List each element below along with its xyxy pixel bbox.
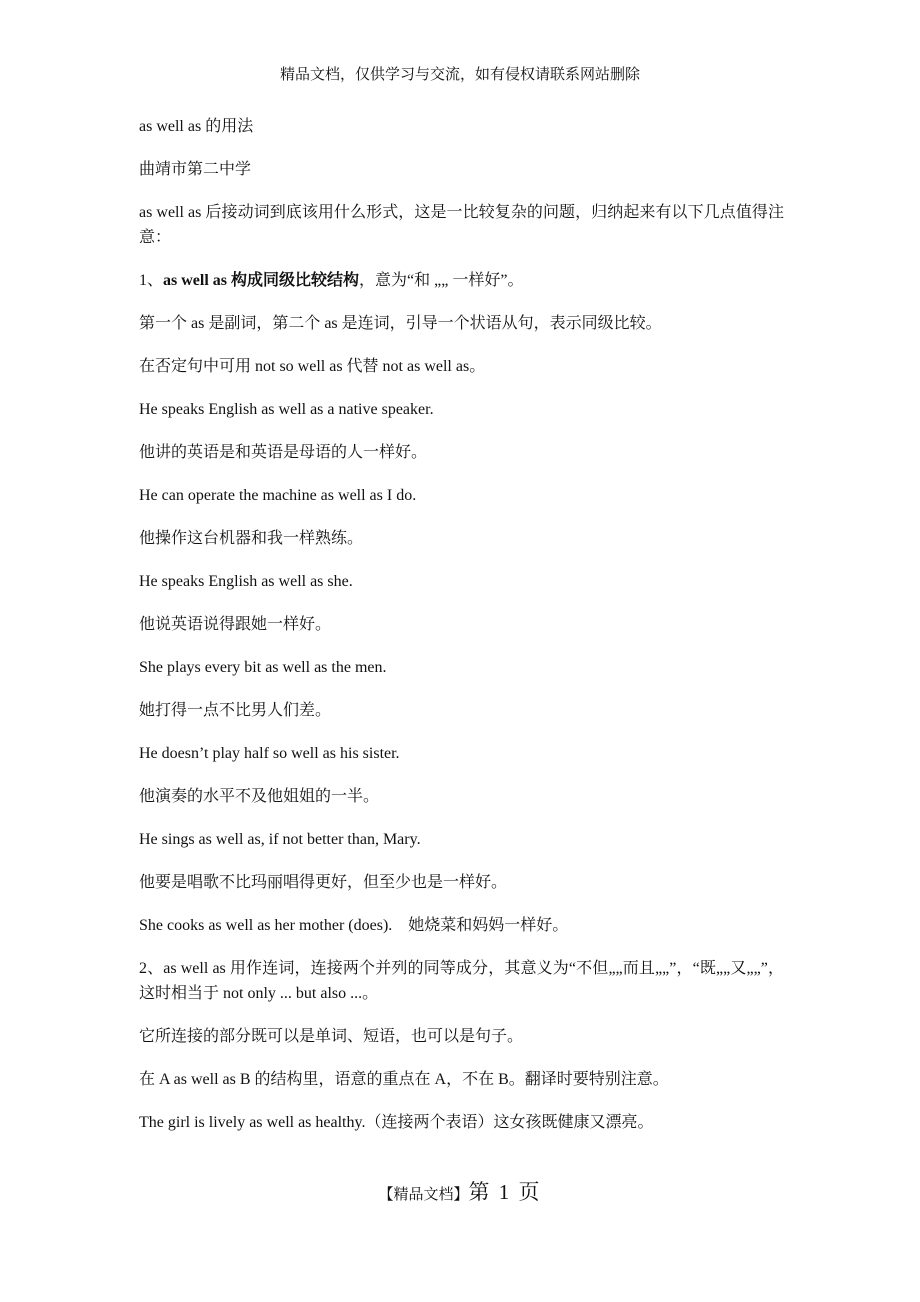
example-5-en: He doesn’t play half so well as his sister. bbox=[139, 745, 400, 762]
paragraph-emphasis: 在 A as well as B 的结构里，语意的重点在 A，不在 B。翻译时要特别注意。 bbox=[139, 1071, 669, 1088]
example-5-zh: 他演奏的水平不及他姐姐的一半。 bbox=[139, 788, 380, 805]
example-2-zh: 他操作这台机器和我一样熟练。 bbox=[139, 530, 364, 547]
doc-school: 曲靖市第二中学 bbox=[139, 161, 252, 178]
section-1-bold: as well as 构成同级比较结构 bbox=[163, 272, 360, 289]
section-1-number: 1、 bbox=[139, 272, 164, 289]
section-1-heading bbox=[139, 268, 784, 293]
page-header: 精品文档，仅供学习与交流，如有侵权请联系网站删除 bbox=[279, 67, 640, 83]
page-number: 第 1 页 bbox=[468, 1180, 542, 1204]
section-2-heading: 2、as well as 用作连词，连接两个并列的同等成分，其意义为“不但„„而且„„”，“既„„又„„”，这时相当于 not only ... but also ...。 bbox=[139, 960, 784, 1002]
section-1-rest: ，意为“和 „„ 一样好”。 bbox=[359, 272, 524, 289]
example-2-en: He can operate the machine as well as I do. bbox=[139, 487, 417, 504]
example-4-zh: 她打得一点不比男人们差。 bbox=[139, 702, 332, 719]
footer-label: 【精品文档】 bbox=[378, 1187, 469, 1203]
doc-title: as well as 的用法 bbox=[139, 118, 254, 135]
paragraph-connected-parts: 它所连接的部分既可以是单词、短语，也可以是句子。 bbox=[139, 1028, 524, 1045]
example-6-zh: 他要是唱歌不比玛丽唱得更好，但至少也是一样好。 bbox=[139, 874, 508, 891]
page-footer bbox=[0, 1177, 920, 1210]
example-3-en: He speaks English as well as she. bbox=[139, 573, 353, 590]
example-1-zh: 他讲的英语是和英语是母语的人一样好。 bbox=[139, 444, 428, 461]
example-3-zh: 他说英语说得跟她一样好。 bbox=[139, 616, 332, 633]
example-7: She cooks as well as her mother (does). 她烧菜和妈妈一样好。 bbox=[139, 917, 569, 934]
document-body bbox=[139, 114, 784, 1153]
example-8: The girl is lively as well as healthy.（连接两个表语）这女孩既健康又漂亮。 bbox=[139, 1114, 654, 1131]
paragraph-adverb-conjunction: 第一个 as 是副词，第二个 as 是连词，引导一个状语从句，表示同级比较。 bbox=[139, 315, 662, 332]
example-6-en: He sings as well as, if not better than, Mary. bbox=[139, 831, 421, 848]
example-1-en: He speaks English as well as a native speaker. bbox=[139, 401, 434, 418]
doc-intro: as well as 后接动词到底该用什么形式，这是一比较复杂的问题，归纳起来有以下几点值得注意： bbox=[139, 204, 784, 246]
paragraph-negative: 在否定句中可用 not so well as 代替 not as well as。 bbox=[139, 358, 486, 375]
example-4-en: She plays every bit as well as the men. bbox=[139, 659, 387, 676]
